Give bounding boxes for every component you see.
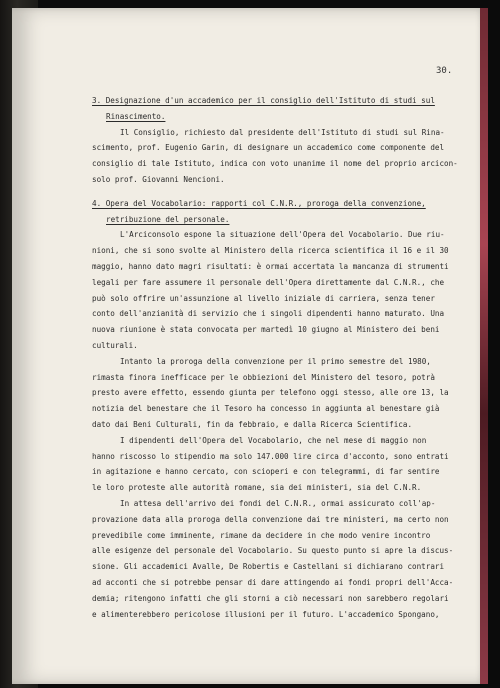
section-heading-line: 4. Opera del Vocabolario: rapporti col C.N.R., proroga della convenzione,	[92, 198, 426, 208]
paragraph	[92, 433, 449, 496]
text-line: Il Consiglio, richiesto dal presidente dell'Istituto di studi sul Rina-	[120, 127, 445, 137]
text-line: culturali.	[92, 340, 138, 350]
text-line: prevedibile come imminente, rimane da decidere in che modo venire incontro	[92, 530, 431, 540]
paragraph	[92, 227, 449, 353]
text-line: sione. Gli accademici Avalle, De Robertis e Castellani si dichiarano contrari	[92, 562, 445, 572]
text-line: nuova riunione è stata convocata per martedì 10 giugno al Ministero dei beni	[92, 325, 440, 335]
text-line: può solo offrire un'assunzione al livello iniziale di carriera, senza tener	[92, 293, 435, 303]
text-line: conto dell'anzianità di servizio che i singoli dipendenti hanno maturato. Una	[92, 309, 445, 319]
section-3	[92, 93, 458, 188]
text-line: presto avere effetto, essendo giunta per telefono oggi stesso, alle ore 13, la	[92, 388, 449, 398]
text-line: hanno riscosso lo stipendio ma solo 147.000 lire circa d'acconto, sono entrati	[92, 451, 449, 461]
text-line: maggio, hanno dato magri risultati: è ormai accertata la mancanza di strumenti	[92, 261, 449, 271]
text-line: solo prof. Giovanni Nencioni.	[92, 174, 225, 184]
paragraph	[92, 354, 449, 433]
text-line: in agitazione e hanno cercato, con scioperi e con telegrammi, di far sentire	[92, 467, 440, 477]
text-line: alle esigenze del personale del Vocabolario. Su questo punto si apre la discus-	[92, 546, 454, 556]
text-line: I dipendenti dell'Opera del Vocabolario, che nel mese di maggio non	[120, 435, 427, 445]
text-line: dato dai Beni Culturali, fin da febbraio, e dalla Ricerca Scientifica.	[92, 419, 413, 429]
text-line: scimento, prof. Eugenio Garin, di designare un accademico come componente del	[92, 143, 445, 153]
text-line: ad acconti che si potrebbe pensar di dare attingendo ai fondi propri dell'Acca-	[92, 577, 454, 587]
text-line: le loro proteste alle autorità romane, sia dei ministeri, sia del C.N.R.	[92, 483, 422, 493]
paragraph	[92, 496, 454, 622]
paragraph	[92, 125, 458, 188]
section-heading-line: Rinascimento.	[106, 111, 166, 121]
text-line: e alimenterebbero pericolose illusioni per il futuro. L'accademico Spongano,	[92, 609, 440, 619]
text-line: In attesa dell'arrivo dei fondi del C.N.R., ormai assicurato coll'ap-	[120, 498, 436, 508]
section-4	[92, 196, 454, 623]
document-body	[92, 93, 458, 622]
text-line: L'Arciconsolo espone la situazione dell'Opera del Vocabolario. Due riu-	[120, 230, 445, 240]
text-line: provazione data alla proroga della convenzione dai tre ministeri, ma certo non	[92, 514, 449, 524]
text-line: consiglio di tale Istituto, indica con voto unanime il nome del proprio arcicon-	[92, 159, 458, 169]
section-heading-line: 3. Designazione d'un accademico per il consiglio dell'Istituto di studi sul	[92, 96, 435, 105]
text-line: nioni, che si sono svolte al Ministero della ricerca scientifica il 16 e il 30	[92, 246, 449, 256]
text-line: notizia del benestare che il Tesoro ha concesso in aggiunta al benestare già	[92, 404, 440, 414]
book-edge-right	[480, 8, 488, 684]
text-line: legali per fare assumere il personale dell'Opera direttamente dal C.N.R., che	[92, 277, 445, 287]
page-number: 30.	[436, 66, 453, 76]
text-line: demia; ritengono infatti che gli storni a ciò necessari non sarebbero regolari	[92, 593, 449, 603]
text-line: rimasta finora inefficace per le obbiezioni del Ministero del tesoro, potrà	[92, 372, 435, 382]
section-heading-line: retribuzione del personale.	[106, 214, 230, 224]
text-line: Intanto la proroga della convenzione per il primo semestre del 1980,	[120, 356, 431, 366]
